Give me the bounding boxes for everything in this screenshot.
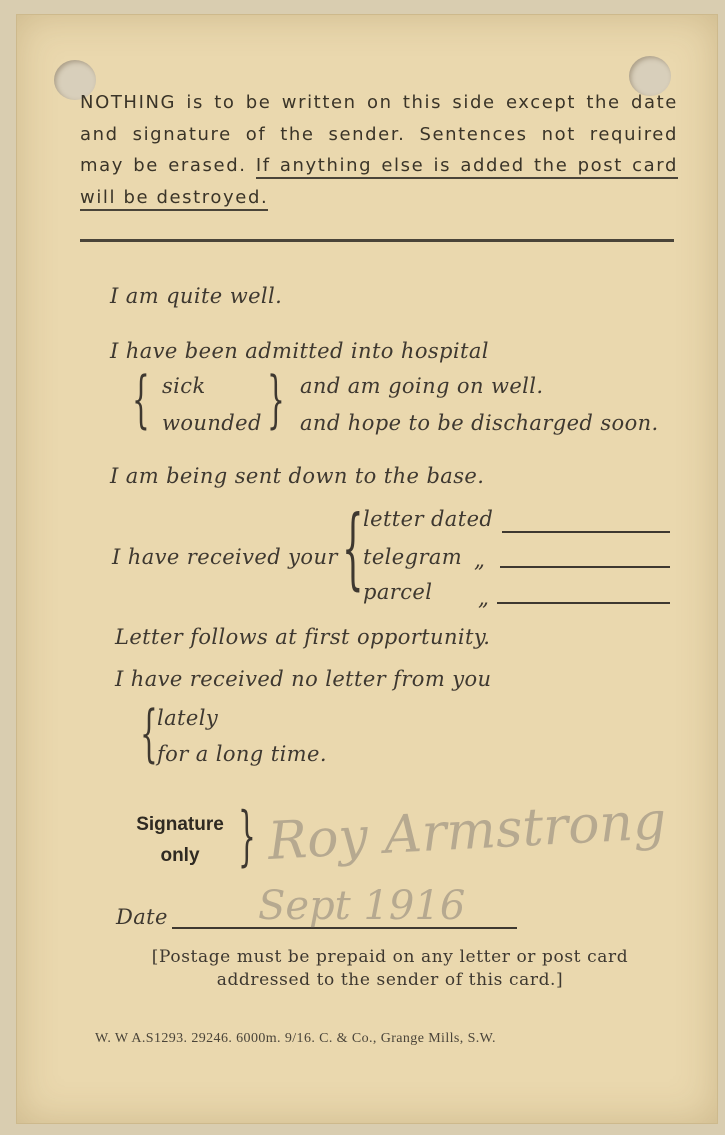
line-going-on-well: and am going on well. — [300, 374, 544, 398]
postage-note-line1: [Postage must be prepaid on any letter or post card — [151, 947, 629, 967]
option-long-time: for a long time. — [157, 742, 327, 766]
printer-imprint: W. W A.S1293. 29246. 6000m. 9/16. C. & Co., Grange Mills, S.W. — [95, 1031, 496, 1046]
line-letter-follows: Letter follows at first opportunity. — [115, 625, 491, 649]
signature-label-line2: only — [160, 845, 200, 866]
line-quite-well: I am quite well. — [110, 284, 283, 308]
brace-received-items: { — [342, 497, 364, 602]
brace-no-letter-options: { — [140, 697, 158, 770]
parcel-ditto-mark: „ — [478, 586, 490, 610]
option-wounded: wounded — [162, 411, 262, 435]
option-lately: lately — [157, 706, 219, 730]
notice-warning: If anything else is added the post card will be destroyed. — [80, 155, 678, 211]
line-admitted-hospital: I have been admitted into hospital — [110, 339, 489, 363]
telegram-ditto-mark: „ — [474, 548, 486, 572]
brace-right-sick-wounded: } — [267, 363, 285, 436]
option-letter-dated: letter dated — [363, 507, 494, 531]
notice-text-start: NOTHING is to be written on this side except the date and signature of the sender. Sentences not required may be erased. — [80, 92, 678, 176]
handwritten-date: Sept 1916 — [258, 883, 466, 929]
telegram-blank — [500, 566, 670, 568]
option-telegram: telegram — [363, 545, 463, 569]
brace-left-sick-wounded: { — [132, 363, 150, 436]
letter-dated-blank — [502, 531, 670, 533]
date-label: Date — [116, 905, 168, 929]
line-hope-discharged: and hope to be discharged soon. — [300, 411, 659, 435]
signature-label-line1: Signature — [136, 814, 224, 835]
option-parcel: parcel — [363, 580, 433, 604]
parcel-blank — [497, 602, 670, 604]
signature-label — [120, 809, 240, 871]
divider-rule — [80, 239, 674, 242]
handwritten-signature: Roy Armstrong — [266, 791, 668, 872]
line-no-letter: I have received no letter from you — [115, 667, 492, 691]
line-sent-to-base: I am being sent down to the base. — [110, 464, 485, 488]
option-sick: sick — [162, 374, 206, 398]
notice-text — [80, 87, 678, 213]
line-received-your: I have received your — [112, 545, 338, 569]
brace-signature: } — [238, 798, 256, 874]
postage-note-line2: addressed to the sender of this card.] — [216, 970, 564, 990]
